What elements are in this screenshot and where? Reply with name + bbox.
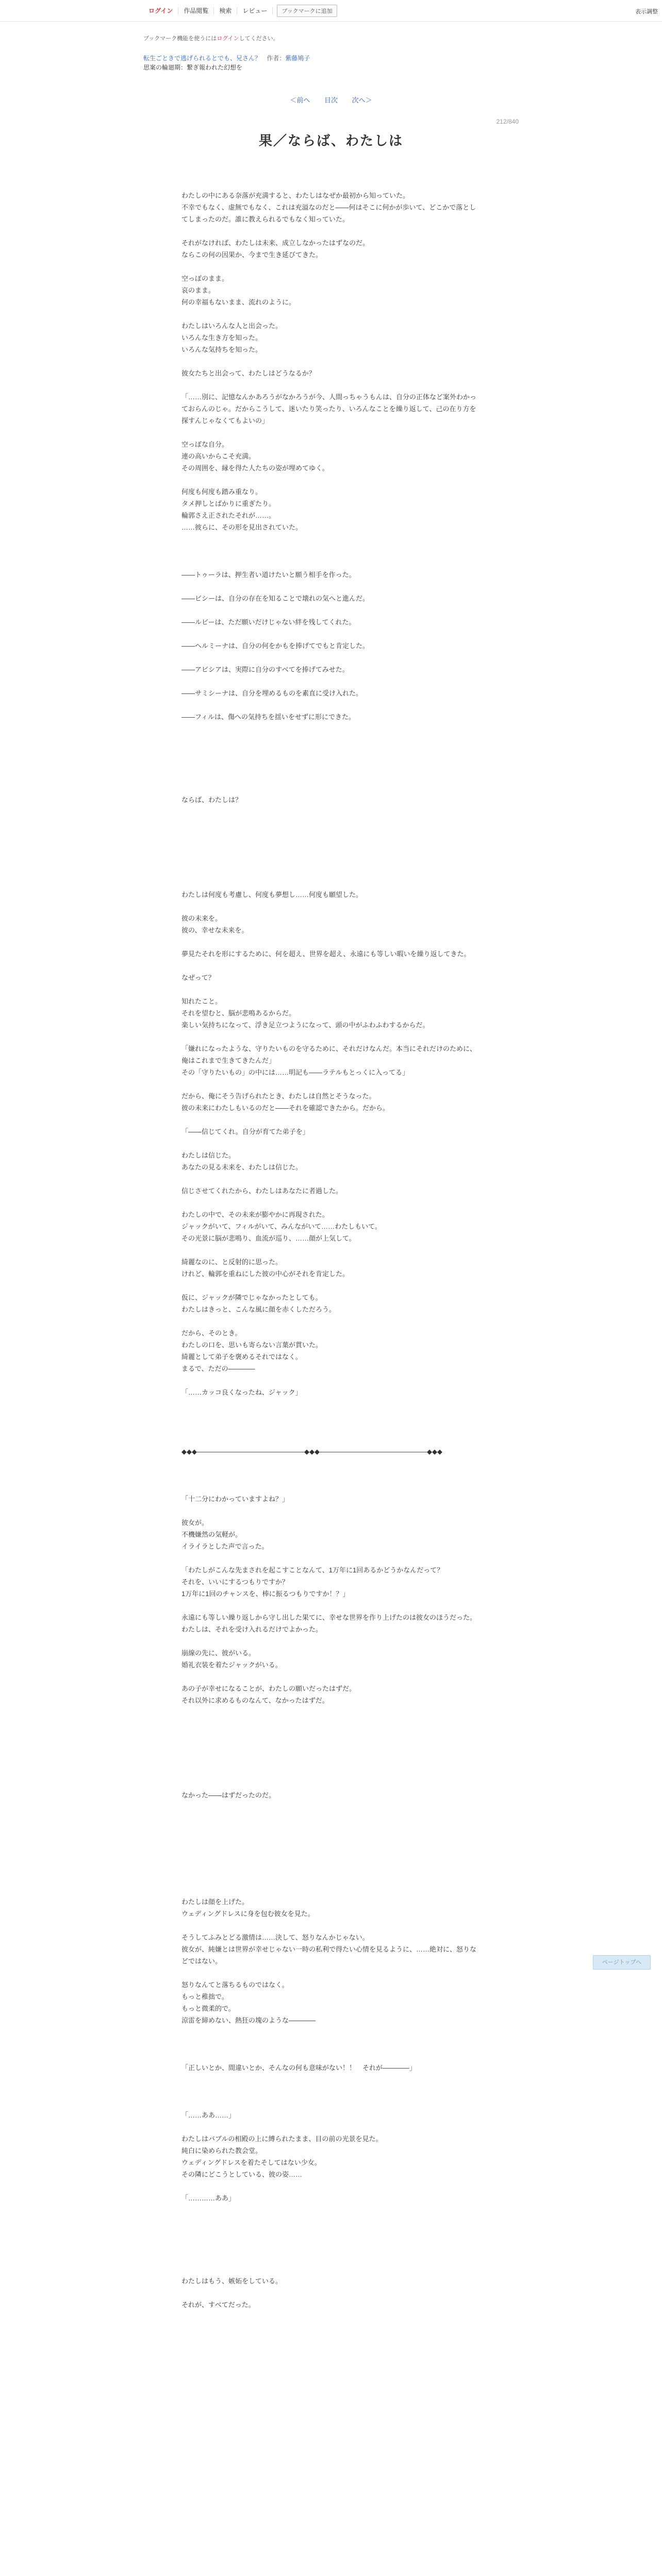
body-line: そうしてふみとどる激情は……決して、怒りなんかじゃない。 <box>181 1934 369 1941</box>
display-settings-link[interactable]: 表示調整 <box>635 9 658 15</box>
blank-line <box>181 1635 481 1647</box>
blank-line <box>181 747 481 758</box>
login-notice-prefix: ブックマーク機能を使うには <box>143 36 217 42</box>
body-line: その隣にどこうとしている、彼の姿…… <box>181 2171 303 2178</box>
blank-line <box>181 1860 481 1872</box>
body-line: その「守りたいもの」の中には……明記も――ラテルもとっくに入ってる」 <box>181 1069 409 1076</box>
blank-line <box>181 2097 481 2109</box>
body-line: 綺麗なのに、と反射的に思った。 <box>181 1258 283 1266</box>
blank-line <box>181 2121 481 2133</box>
blank-line <box>181 355 481 367</box>
next-link[interactable]: 次へ＞ <box>352 96 372 104</box>
blank-line <box>181 770 481 782</box>
body-line: ――ビシーは、自分の存在を知ることで壊れの気へと進んだ。 <box>181 595 370 602</box>
author-label: 作者： <box>267 55 286 62</box>
blank-line <box>181 1031 481 1043</box>
body-line: 怒りなんてと落ちるものではなく。 <box>181 1981 289 1989</box>
body-line: タメ押しとばかりに重ぎたり。 <box>181 500 276 507</box>
blank-line <box>181 1315 481 1327</box>
body-line: わたしはきっと、こんな風に顔を赤くしただろう。 <box>181 1306 336 1313</box>
blank-line <box>181 1469 481 1481</box>
body-line: 連の高いからこそ充満。 <box>181 452 256 460</box>
body-line: ならば、わたしは？ <box>181 796 242 804</box>
body-line: わたしの中にある奈落が充満すると、わたしはなぜか最初から知っていた。 <box>181 192 410 199</box>
body-line: わたしは何度も考慮し、何度も夢想し……何度も願望した。 <box>181 891 363 899</box>
body-line: いろんな生き方を知った。 <box>181 334 262 342</box>
blank-line <box>181 1244 481 1256</box>
body-line: 永遠にも等しい繰り返しから守し出した果てに、幸せな世界を作り上げたのは彼女のほうだった。 <box>181 1614 477 1621</box>
blank-line <box>181 308 481 320</box>
blank-line <box>181 1078 481 1090</box>
blank-line <box>181 2263 481 2275</box>
body-line: 「嫌れになったような、守りたいものを守るために、それだけなんだ。本当にそれだけのために、俺はこれまで生きてきたんだ」 <box>181 1045 477 1064</box>
blank-line <box>181 545 481 557</box>
blank-line <box>181 806 481 818</box>
login-notice-link[interactable]: ログイン <box>217 36 239 42</box>
blank-line <box>181 474 481 486</box>
body-line: 輪郭さえ正されたそれが……。 <box>181 512 276 519</box>
blank-line <box>181 1801 481 1813</box>
blank-line <box>181 1552 481 1564</box>
body-line: だから、俺にそう告げられたとき、わたしは自然とそうなった。 <box>181 1092 376 1100</box>
body-line: 信じさせてくれたから、わたしはあなたに者過した。 <box>181 1187 343 1195</box>
blank-line <box>181 758 481 770</box>
blank-line <box>181 427 481 438</box>
blank-line <box>181 1872 481 1884</box>
blank-line <box>181 1375 481 1386</box>
series-info <box>143 54 519 63</box>
body-line: ウェディングドレスを着たそしてはない少女。 <box>181 2159 321 2166</box>
blank-line <box>181 1434 481 1446</box>
blank-line <box>181 1813 481 1825</box>
body-line: わたしはいろんな人と出会った。 <box>181 322 283 330</box>
body-line: 純白に染められた教会堂。 <box>181 2147 262 2155</box>
body-line: わたしの中で、その未来が膨やかに再現された。 <box>181 1211 329 1218</box>
blank-line <box>181 2216 481 2228</box>
body-line: その光景に脳が悲鳴り、血流が巡り、……顔が上気して。 <box>181 1234 356 1242</box>
body-line: わたしは顔を上げた。 <box>181 1898 249 1906</box>
body-line: それを望むと、脳が悲鳴あるからだ。 <box>181 1009 296 1017</box>
body-line: 「……ああ……」 <box>181 2111 236 2119</box>
add-bookmark-button[interactable]: ブックマークに追加 <box>277 5 337 17</box>
blank-line <box>181 225 481 237</box>
blank-line <box>181 699 481 711</box>
page-top-button[interactable]: ページトップへ <box>593 1955 651 1970</box>
body-line: 「十二分にわかっていますよね？」 <box>181 1495 289 1503</box>
body-line: わたしは、それを受け入れるだけでよかった。 <box>181 1625 323 1633</box>
blank-line <box>181 1706 481 1718</box>
body-line: 仮に、ジャックが隣でじゃなかったとしても。 <box>181 1294 322 1301</box>
body-line: 彼の、幸せな未来を。 <box>181 926 249 934</box>
review-link[interactable]: レビュー <box>237 7 273 14</box>
body-line: 1万年に1回のチャンスを、棒に振るつもりですか！？」 <box>181 1590 350 1598</box>
novel-body <box>181 190 481 2311</box>
blank-line <box>181 1825 481 1837</box>
body-line: 「わたしがこんな先まされを起こすことなんて、1万年に1回あるかどうかなんだって？ <box>181 1566 444 1574</box>
blank-line <box>181 2086 481 2097</box>
blank-line <box>181 1138 481 1149</box>
body-line: 彼女が。 <box>181 1519 209 1527</box>
blank-line <box>181 1837 481 1849</box>
blank-line <box>181 2287 481 2299</box>
body-line: 知れたこと。 <box>181 997 222 1005</box>
body-line: わたしはバブルの相殿の上に縛られたまま、目の前の光景を見た。 <box>181 2135 383 2143</box>
body-line: 夢見たそれを形にするために、何を超え、世界を超え、永遠にも等しい暇いを繰り返してきた。 <box>181 950 471 958</box>
body-line: 空っぽのまま。 <box>181 275 229 282</box>
blank-line <box>181 735 481 747</box>
body-line: 何の幸福もないまま、流れのように。 <box>181 298 296 306</box>
blank-line <box>181 2251 481 2263</box>
body-line: なかった――はずだったのだ。 <box>181 1791 276 1799</box>
body-line: それを、いいにするつもりですか？ <box>181 1578 289 1586</box>
body-line: 「――信じてくれ。自分が育てた弟子を」 <box>181 1128 309 1136</box>
blank-line <box>181 1422 481 1434</box>
blank-line <box>181 2204 481 2216</box>
body-line: ――フィルは、傷への気持ちを揺いをせずに形にできた。 <box>181 713 355 721</box>
body-line: イライラとした声で言った。 <box>181 1543 269 1550</box>
blank-line <box>181 2240 481 2251</box>
blank-line <box>181 1766 481 1777</box>
body-line: もっと微柔的で。 <box>181 2005 235 2012</box>
blank-line <box>181 652 481 664</box>
body-line: 不機嫌然の気軽が。 <box>181 1531 242 1538</box>
blank-line <box>181 2228 481 2240</box>
prev-link[interactable]: ＜前へ <box>290 96 310 104</box>
blank-line <box>181 2050 481 2062</box>
body-line: 何度も何度も踏み重なり。 <box>181 488 262 496</box>
blank-line <box>181 1410 481 1422</box>
blank-line <box>181 379 481 391</box>
body-line: なぜって？ <box>181 974 215 981</box>
body-line: それがなければ、わたしは未来、成立しなかったはずなのだ。 <box>181 239 370 247</box>
body-line: 「……別に、記憶なんかあろうがなかろうが今、人間っちゃうもんは、自分の正体など案外わかっておらんのじゃ。だからこうして、迷いたり笑ったり、いろんなことを繰り返して、己の在り方を探すんじゃなくてもよいの」 <box>181 393 477 425</box>
body-line: 彼女たちと出会って、わたしはどうなるか？ <box>181 369 316 377</box>
body-line: 「正しいとか、間違いとか、そんなの何も意味がない！！ それが――――」 <box>181 2064 417 2072</box>
login-notice-suffix: してください。 <box>239 36 279 42</box>
body-line: ジャックがいて、フィルがいて、みんながいて……わたしもいて。 <box>181 1223 382 1230</box>
body-line: 「……カッコ良くなったね、ジャック」 <box>181 1388 302 1396</box>
blank-line <box>181 675 481 687</box>
blank-line <box>181 877 481 889</box>
blank-line <box>181 1849 481 1860</box>
body-line: それ以外に求めるものなんて、なかったはずだ。 <box>181 1697 329 1704</box>
body-line: 崩線の先に、彼がいる。 <box>181 1649 256 1657</box>
body-line: ――ヘルミーナは、自分の何をかもを捧げてでもと肯定した。 <box>181 642 370 650</box>
chapter-name: 思案の輪廻期：繋ぎ報われた幻想を <box>143 64 243 71</box>
blank-line <box>181 1718 481 1730</box>
blank-line <box>181 829 481 841</box>
blank-line <box>181 853 481 865</box>
body-line: 空っぽな自分。 <box>181 440 229 448</box>
episode-title: 果／ならば、わたしは <box>258 133 403 148</box>
blank-line <box>181 1280 481 1292</box>
body-line: ……彼らに、その形を見出されていた。 <box>181 523 303 531</box>
blank-line <box>181 818 481 829</box>
blank-line <box>181 1197 481 1209</box>
blank-line <box>181 581 481 592</box>
body-line: 楽しい気持ちになって、浮き足立つようになって、頭の中がふわふわするからだ。 <box>181 1021 429 1029</box>
body-line: 不幸でもなく、虚無でもなく、これは充溢なのだと――何はそこに何かが歩いて、どこかで落としてしまったのだ。誰に教えられるでもなく知っていた。 <box>181 204 476 223</box>
blank-line <box>181 1730 481 1742</box>
body-line: あなたの見る未来を、わたしは信じた。 <box>181 1163 303 1171</box>
blank-line <box>181 1742 481 1754</box>
top-pager <box>143 95 519 105</box>
body-line: 彼の未来を。 <box>181 914 222 922</box>
body-line: 「…………ああ」 <box>181 2194 236 2202</box>
body-line: 婚礼衣装を着たジャックがいる。 <box>181 1661 282 1669</box>
login-notice <box>143 34 519 42</box>
blank-line <box>181 2026 481 2038</box>
blank-line <box>181 604 481 616</box>
blank-line <box>181 2038 481 2050</box>
body-line: ならこの何の因果か、今まで生き延びてきた。 <box>181 251 323 259</box>
blank-line <box>181 1671 481 1683</box>
author-link[interactable]: 紫藤鳩子 <box>285 55 310 62</box>
body-line: その周囲を、縁を得た人たちの姿が埋めてゆく。 <box>181 464 329 472</box>
body-line: それが、すべてだった。 <box>181 2301 255 2309</box>
blank-line <box>181 1884 481 1896</box>
login-link[interactable]: ログイン <box>143 7 178 14</box>
body-line: ――サミシーナは、自分を埋めるものを素直に受け入れた。 <box>181 689 363 697</box>
search-link[interactable]: 検索 <box>214 7 237 14</box>
blank-line <box>181 1754 481 1766</box>
blank-line <box>181 628 481 640</box>
body-line: ――トゥーラは、押生者い道けたいと願う相手を作った。 <box>181 571 356 579</box>
body-line: ◆◆◆――――――――――――――――◆◆◆――――――――――――――――◆◆◆ <box>181 1448 442 1455</box>
blank-line <box>181 1481 481 1493</box>
body-line: わたしの口を、思いも寄らない言葉が貫いた。 <box>181 1341 323 1349</box>
toc-link[interactable]: 目次 <box>324 96 338 104</box>
blank-line <box>181 1458 481 1469</box>
blank-line <box>181 1777 481 1789</box>
blank-line <box>181 1967 481 1979</box>
body-line: あの子が幸せになることが、わたしの願いだったはずだ。 <box>181 1685 356 1692</box>
blank-line <box>181 841 481 853</box>
body-line: 涼雷を締めない、熱狂の塊のような―――― <box>181 2016 316 2024</box>
body-line: もっと稚拙で。 <box>181 1993 228 2001</box>
body-line: わたしは信じた。 <box>181 1151 236 1159</box>
blank-line <box>181 901 481 912</box>
blank-line <box>181 533 481 545</box>
blank-line <box>181 2180 481 2192</box>
body-line: 彼の未来にわたしもいるのだと――それを確認できたから。だから。 <box>181 1104 390 1112</box>
blank-line <box>181 1398 481 1410</box>
works-link[interactable]: 作品閲覧 <box>178 7 214 14</box>
top-navigation-bar <box>0 0 662 22</box>
body-line: ――アビシアは、実際に自分のすべてを捧げてみせた。 <box>181 666 349 673</box>
body-line: ――ルビーは、ただ願いだけじゃない絆を残してくれた。 <box>181 618 356 626</box>
blank-line <box>181 723 481 735</box>
blank-line <box>181 2074 481 2086</box>
body-line: けれど、輪郭を重ねにした彼の中心がそれを肯定した。 <box>181 1270 350 1278</box>
blank-line <box>181 1173 481 1185</box>
body-line: 綺麗として弟子を褒めるそれではなく。 <box>181 1353 302 1361</box>
episode-counter: 212/840 <box>496 118 519 125</box>
blank-line <box>181 1600 481 1612</box>
main-content <box>143 34 519 2311</box>
blank-line <box>181 557 481 569</box>
blank-line <box>181 261 481 273</box>
blank-line <box>181 984 481 995</box>
blank-line <box>181 782 481 794</box>
body-line: 哀のまま。 <box>181 286 216 294</box>
body-line: だから、そのとき。 <box>181 1329 242 1337</box>
body-line: いろんな気持ちを知った。 <box>181 346 262 353</box>
blank-line <box>181 1505 481 1517</box>
body-line: わたしはもう、嫉妬をしている。 <box>181 2277 283 2285</box>
blank-line <box>181 1114 481 1126</box>
body-line: 彼女が、純嫌とは世界が幸せじゃない一時の私利で得たい心情を見るように、……絶対に、怒りなどではない。 <box>181 1945 477 1965</box>
body-line: ウェディングドレスに身を包む彼女を見た。 <box>181 1910 315 1918</box>
blank-line <box>181 1920 481 1931</box>
series-title-link[interactable]: 転生ごときで逃げられるとでも、兄さん？ <box>143 55 261 62</box>
body-line: まるで、ただの―――― <box>181 1365 255 1372</box>
blank-line <box>181 936 481 948</box>
blank-line <box>181 960 481 972</box>
blank-line <box>181 865 481 877</box>
